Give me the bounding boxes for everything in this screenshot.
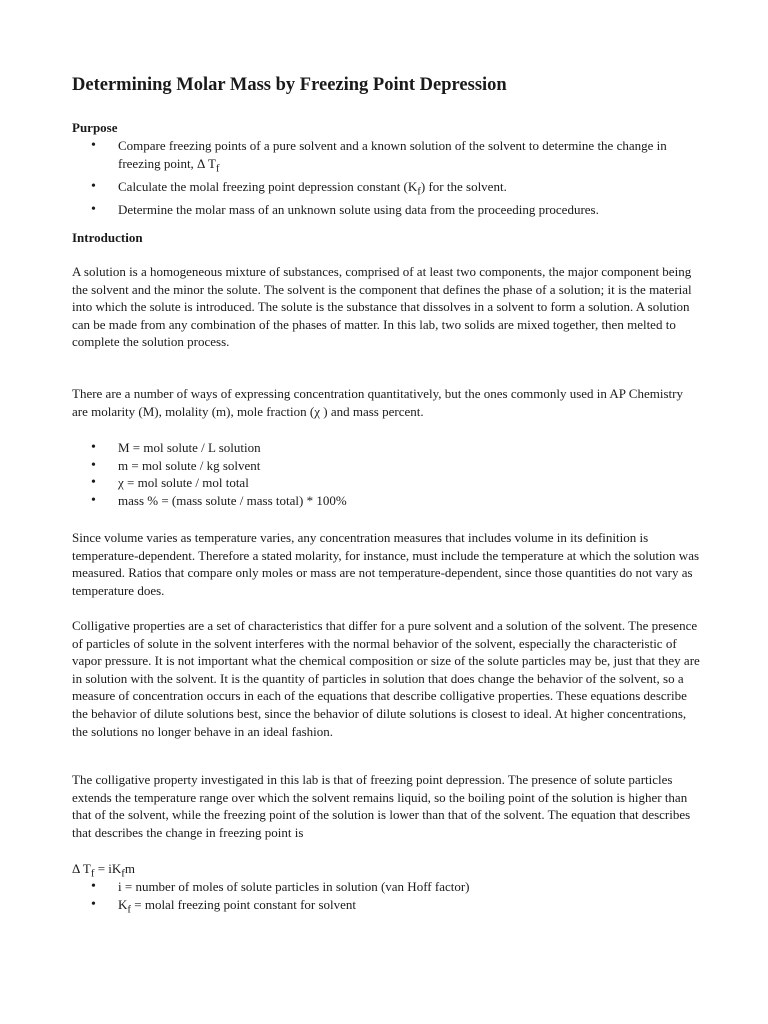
intro-paragraph-2: There are a number of ways of expressing concentration quantitatively, but the ones commonly used in AP Chemistry are molarity (M), molality (m), mole fraction (χ ) and mass percent. bbox=[72, 386, 683, 419]
concentration-item: • m = mol solute / kg solvent bbox=[72, 457, 702, 475]
concentration-item: • mass % = (mass solute / mass total) * 100% bbox=[72, 492, 702, 510]
concentration-list bbox=[72, 439, 702, 509]
purpose-item: • Calculate the molal freezing point depression constant $(K_f)$ for the solvent. bbox=[72, 178, 702, 201]
freezing-point-equation: Δ $T_f = iK_fm$ bbox=[72, 861, 136, 880]
purpose-item: • Determine the molar mass of an unknown solute using data from the proceeding procedures. bbox=[72, 201, 702, 219]
document-title: Determining Molar Mass by Freezing Point Depression bbox=[72, 75, 507, 95]
purpose-item: • Compare freezing points of a pure solvent and a known solution of the solvent to determine the change in freezing point, Δ $T_f$ bbox=[72, 137, 702, 178]
purpose-heading: Purpose bbox=[72, 120, 118, 135]
introduction-heading: Introduction bbox=[72, 230, 143, 245]
concentration-item: • χ = mol solute / mol total bbox=[72, 474, 702, 492]
equation-term-item: • $K_f$ = molal freezing point constant for solvent bbox=[72, 896, 702, 919]
intro-paragraph-1: A solution is a homogeneous mixture of substances, comprised of at least two components, the major component being the solvent and the minor the solute. The solvent is the component that defines the phase of a solution; it is the material into which the solute is introduced. The solute is the substance that dissolves in a solvent to form a solution. A solution can be made from any combination of the phases of matter. In this lab, two solids are mixed together, then melted to complete the solution process. bbox=[72, 264, 692, 350]
purpose-list bbox=[72, 137, 702, 219]
equation-term-item: • i = number of moles of solute particles in solution (van Hoff factor) bbox=[72, 878, 702, 896]
intro-paragraph-3: Since volume varies as temperature varies, any concentration measures that includes volume in its definition is temperature-dependent. Therefore a stated molarity, for instance, must include the temperature at which the solution was measured. Ratios that compare only moles or mass are not temperature-dependent, since those quantities do not vary as temperature does. bbox=[72, 530, 700, 598]
concentration-item: • M = mol solute / L solution bbox=[72, 439, 702, 457]
intro-paragraph-4: Colligative properties are a set of characteristics that differ for a pure solvent and a solution of the solvent. The presence of particles of solute in the solvent interferes with the normal behavior of the solvent, especially the characteristic of vapor pressure. It is not important what the chemical composition or size of the solute particles may be, just that they are in solution with the solvent. It is the quantity of particles in solution that does change the behavior of the solvent, so a measure of concentration occurs in each of the equations that describe colligative properties. These equations describe the behavior of dilute solutions best, since the behavior of dilute solutions is closest to ideal. At higher concentrations, the solutions no longer behave in an ideal fashion. bbox=[72, 618, 700, 739]
intro-paragraph-5: The colligative property investigated in this lab is that of freezing point depression. The presence of solute particles extends the temperature range over which the solvent remains liquid, so the boiling point of the solution is higher than that of the solvent, while the freezing point of the solution is lower than that of the solvent. The equation that describes that describes the change in freezing point is bbox=[72, 772, 691, 840]
equation-terms-list bbox=[72, 878, 702, 919]
